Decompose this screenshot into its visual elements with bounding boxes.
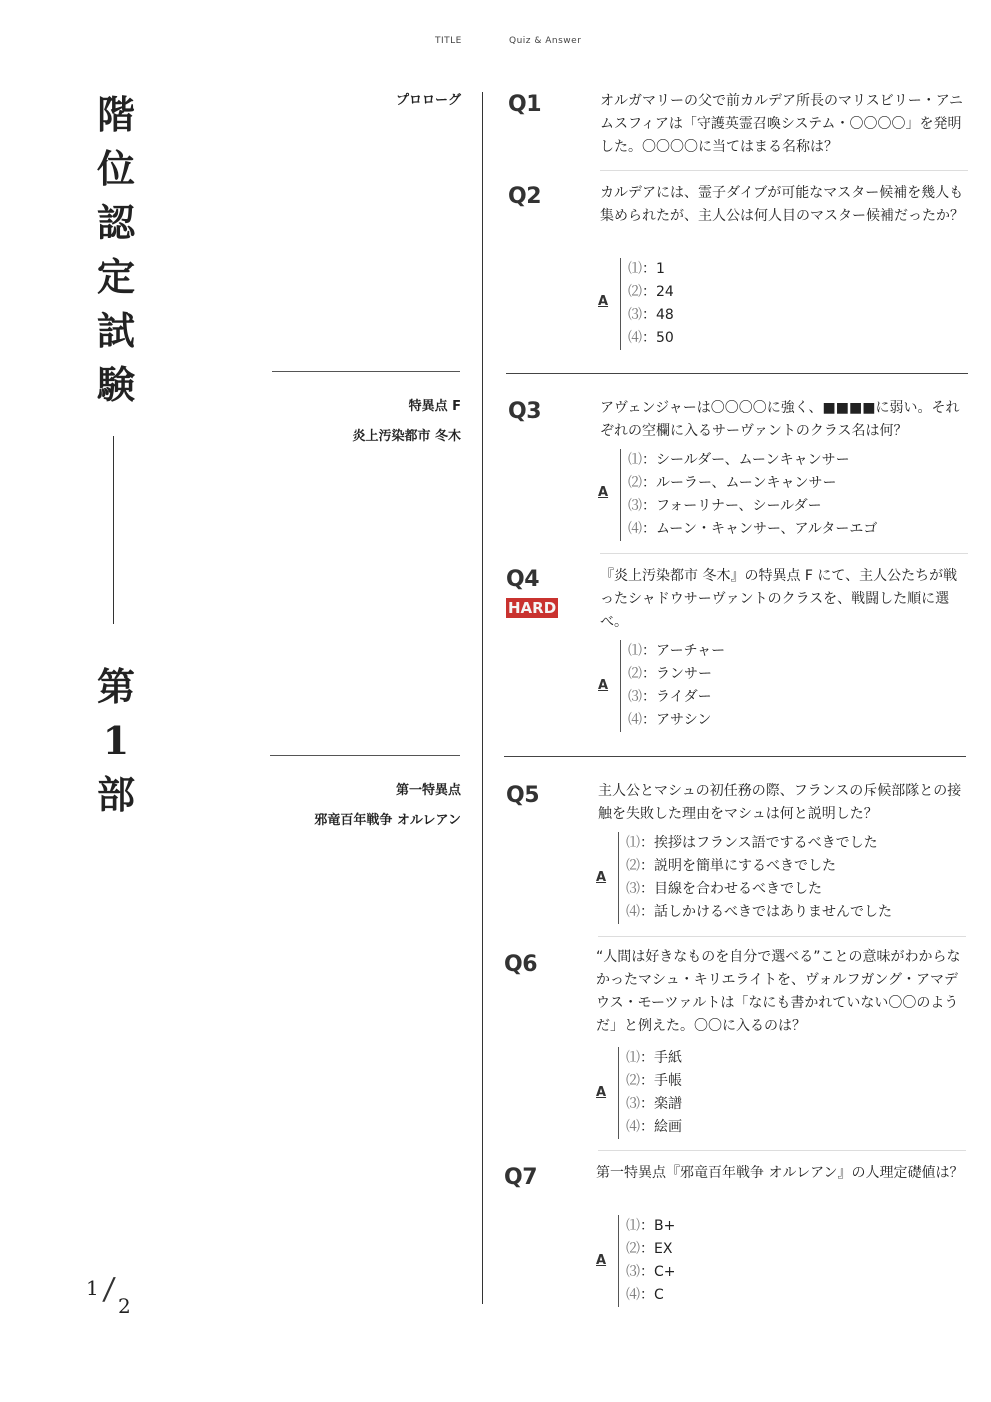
answer-option: ⑷：アサシン <box>628 712 712 728</box>
part-label <box>94 660 138 822</box>
answer-option: ⑶：楽譜 <box>626 1096 682 1112</box>
part-char: 第 <box>96 664 135 709</box>
vertical-title <box>94 88 138 412</box>
answer-bracket <box>620 640 621 732</box>
answer-label: A <box>596 1253 607 1268</box>
answer-label: A <box>598 294 609 309</box>
answer-label: A <box>596 1085 607 1100</box>
section-line: プロローグ <box>395 93 461 108</box>
question-separator <box>600 553 968 554</box>
answer-option: ⑴：アーチャー <box>628 643 726 659</box>
answer-bracket <box>620 258 621 350</box>
answer-option: ⑷：C <box>626 1287 664 1303</box>
title-char: 位 <box>96 146 135 191</box>
answer-option: ⑶：フォーリナー、シールダー <box>628 498 822 514</box>
title-char: 認 <box>96 200 135 245</box>
question-separator <box>600 170 968 171</box>
answer-option: ⑷：ムーン・キャンサー、アルターエゴ <box>628 521 878 537</box>
answer-option: ⑵：24 <box>628 284 674 300</box>
question-text: オルガマリーの父で前カルデア所長のマリスビリー・アニムスフィアは「守護英霊召喚システム・〇〇〇〇」を発明した。〇〇〇〇に当てはまる名称は？ <box>600 93 964 155</box>
question-text: 主人公とマシュの初任務の際、フランスの斥候部隊との接触を失敗した理由をマシュは何と説明した？ <box>598 783 962 822</box>
section-line: 邪竜百年戦争 オルレアン <box>314 813 461 828</box>
answer-option: ⑵：手帳 <box>626 1073 682 1089</box>
answer-option: ⑵：EX <box>626 1241 673 1257</box>
hard-badge: HARD <box>508 599 557 617</box>
page-current: 1 <box>86 1276 99 1300</box>
question-number: Q1 <box>508 92 542 117</box>
title-char: 階 <box>96 92 135 137</box>
section-separator <box>504 756 966 757</box>
section-prologue <box>396 86 461 116</box>
section-separator <box>506 373 968 374</box>
question-text: 第一特異点『邪竜百年戦争 オルレアン』の人理定礎値は？ <box>596 1165 964 1181</box>
answer-bracket <box>618 1215 619 1307</box>
answer-label: A <box>598 678 609 693</box>
answer-option: ⑵：説明を簡単にするべきでした <box>626 858 836 874</box>
question-number: Q2 <box>508 184 542 209</box>
section-fuyuki <box>352 392 461 452</box>
question-number: Q7 <box>504 1165 538 1190</box>
question-number: Q5 <box>506 783 540 808</box>
answer-bracket <box>618 1047 619 1139</box>
question-separator <box>598 936 966 937</box>
column-divider <box>482 92 483 1304</box>
answer-option: ⑴：B+ <box>626 1218 676 1234</box>
section-divider <box>270 755 460 756</box>
answer-option: ⑷：絵画 <box>626 1119 682 1135</box>
answer-option: ⑶：目線を合わせるべきでした <box>626 881 822 897</box>
page-total: 2 <box>118 1294 131 1318</box>
question-separator <box>598 1150 966 1151</box>
header-title: TITLE <box>435 36 462 46</box>
page-number <box>84 1272 144 1324</box>
answer-option: ⑶：48 <box>628 307 674 323</box>
section-line: 第一特異点 <box>395 783 461 798</box>
answer-option: ⑷：50 <box>628 330 674 346</box>
answer-option: ⑴：1 <box>628 261 665 277</box>
title-char: 定 <box>96 254 135 299</box>
section-line: 特異点 F <box>408 399 461 414</box>
question-text: アヴェンジャーは〇〇〇〇に強く、■■■■に弱い。それぞれの空欄に入るサーヴァントのクラス名は何？ <box>600 400 960 439</box>
answer-option: ⑴：挨拶はフランス語でするべきでした <box>626 835 878 851</box>
header-subtitle: Quiz & Answer <box>509 36 582 46</box>
question-number: Q6 <box>504 952 538 977</box>
question-number: Q3 <box>508 399 542 424</box>
section-line: 炎上汚染都市 冬木 <box>352 429 461 444</box>
answer-label: A <box>598 485 609 500</box>
answer-label: A <box>596 870 607 885</box>
title-char: 験 <box>96 362 135 407</box>
section-orleans <box>314 776 461 836</box>
answer-option: ⑵：ルーラー、ムーンキャンサー <box>628 475 837 491</box>
answer-option: ⑷：話しかけるべきではありませんでした <box>626 904 892 920</box>
answer-option: ⑶：C+ <box>626 1264 676 1280</box>
answer-option: ⑴：シールダー、ムーンキャンサー <box>628 452 850 468</box>
title-char: 試 <box>96 308 135 353</box>
question-text: カルデアには、霊子ダイブが可能なマスター候補を幾人も集められたが、主人公は何人目のマスター候補だったか？ <box>600 185 964 224</box>
question-text: “人間は好きなものを自分で選べる”ことの意味がわからなかったマシュ・キリエライトを、ヴォルフガング・アマデウス・モーツァルトは「なにも書かれていない〇〇のようだ」と例えた。〇〇に入るのは？ <box>596 949 961 1034</box>
answer-bracket <box>618 832 619 924</box>
answer-option: ⑶：ライダー <box>628 689 712 705</box>
page-slash: / <box>101 1272 117 1307</box>
answer-option: ⑵：ランサー <box>628 666 712 682</box>
answer-option: ⑴：手紙 <box>626 1050 682 1066</box>
title-divider <box>113 436 114 624</box>
question-text: 『炎上汚染都市 冬木』の特異点 F にて、主人公たちが戦ったシャドウサーヴァントのクラスを、戦闘した順に選べ。 <box>600 568 958 630</box>
section-divider <box>272 371 460 372</box>
question-number: Q4 <box>506 567 540 592</box>
part-char: 1 <box>102 718 130 763</box>
answer-bracket <box>620 449 621 541</box>
part-char: 部 <box>96 772 135 817</box>
